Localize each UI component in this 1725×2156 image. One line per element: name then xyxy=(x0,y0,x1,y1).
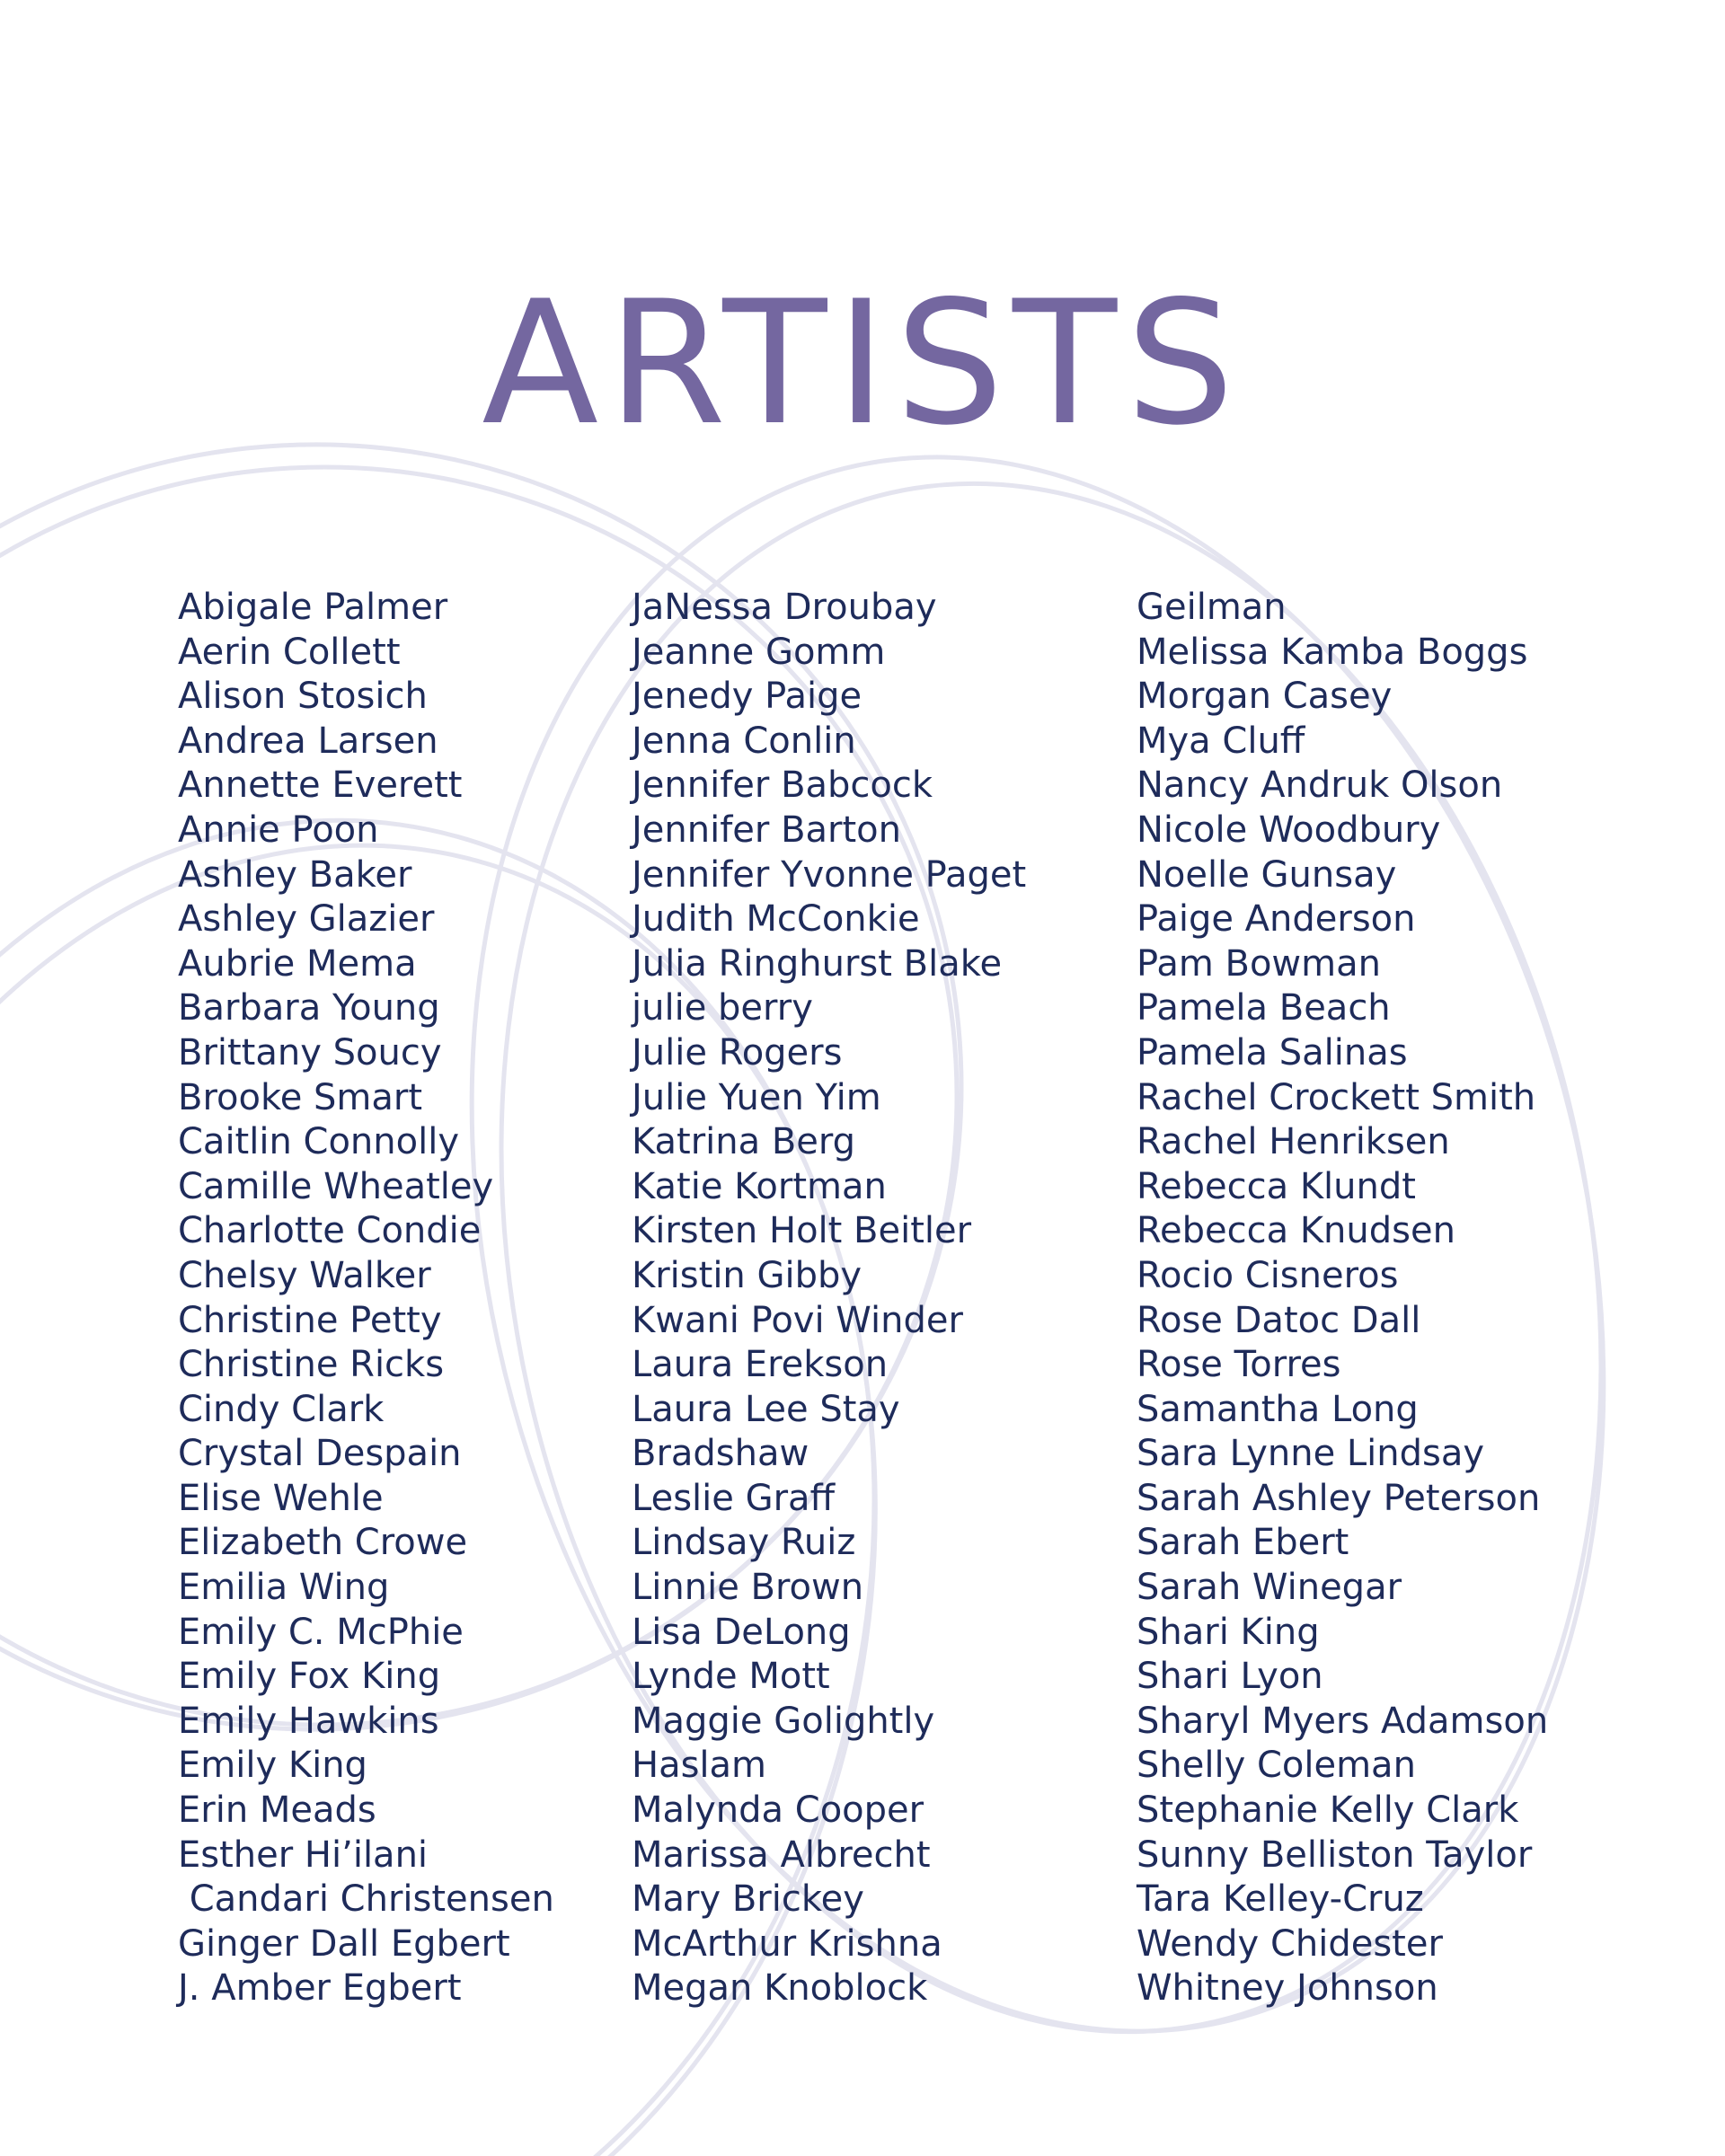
artist-name: Pamela Salinas xyxy=(1137,1031,1408,1074)
artist-name: Nicole Woodbury xyxy=(1137,808,1441,851)
artist-name: Laura Erekson xyxy=(632,1344,889,1386)
artist-name: Ashley Baker xyxy=(178,853,412,896)
artist-name: Sarah Winegar xyxy=(1137,1567,1402,1609)
artist-name: Sarah Ashley Peterson xyxy=(1137,1477,1541,1519)
artist-name: Jennifer Barton xyxy=(632,808,901,851)
artist-name: Rebecca Klundt xyxy=(1137,1165,1416,1207)
artist-name: Candari Christensen xyxy=(178,1878,554,1921)
artist-name: Aerin Collett xyxy=(178,631,401,673)
artist-name: Emilia Wing xyxy=(178,1567,390,1609)
artist-column-2 xyxy=(632,586,1026,2011)
artist-name: Pamela Beach xyxy=(1137,987,1391,1029)
artist-name: Laura Lee Stay xyxy=(632,1388,900,1430)
artist-name: Brooke Smart xyxy=(178,1076,423,1118)
artist-name: Erin Meads xyxy=(178,1789,376,1832)
artist-name: Ginger Dall Egbert xyxy=(178,1922,510,1965)
artist-column-3 xyxy=(1137,586,1548,2011)
artist-name: J. Amber Egbert xyxy=(178,1967,462,2010)
artist-name: Stephanie Kelly Clark xyxy=(1137,1789,1519,1832)
artist-name: Julie Rogers xyxy=(632,1031,843,1074)
artist-name: Noelle Gunsay xyxy=(1137,853,1397,896)
artist-name: Rachel Crockett Smith xyxy=(1137,1076,1536,1118)
artist-name: Jenna Conlin xyxy=(632,720,856,762)
artist-name: Malynda Cooper xyxy=(632,1789,924,1832)
artist-name: Shari Lyon xyxy=(1137,1656,1323,1698)
artist-name: Whitney Johnson xyxy=(1137,1967,1438,2010)
artist-name: Shelly Coleman xyxy=(1137,1745,1416,1787)
artist-name: Abigale Palmer xyxy=(178,587,448,628)
artist-name: Caitlin Connolly xyxy=(178,1121,460,1163)
artist-name: Haslam xyxy=(632,1745,767,1787)
artist-name: Barbara Young xyxy=(178,987,440,1029)
artist-name: Katie Kortman xyxy=(632,1165,887,1207)
artist-name: Judith McConkie xyxy=(632,898,920,941)
artist-name: Sharyl Myers Adamson xyxy=(1137,1700,1549,1742)
artist-name: Shari King xyxy=(1137,1611,1320,1653)
artist-name: Morgan Casey xyxy=(1137,676,1393,718)
artist-name: Samantha Long xyxy=(1137,1388,1419,1430)
artist-name: Rocio Cisneros xyxy=(1137,1254,1399,1296)
artist-name: Elise Wehle xyxy=(178,1477,384,1519)
artist-name: Leslie Graff xyxy=(632,1477,836,1519)
artist-name: Lindsay Ruiz xyxy=(632,1522,856,1564)
artist-name: Rachel Henriksen xyxy=(1137,1121,1450,1163)
artist-name: Katrina Berg xyxy=(632,1121,856,1163)
artist-name: Charlotte Condie xyxy=(178,1210,482,1252)
artist-name: Alison Stosich xyxy=(178,676,428,718)
artist-name: Ashley Glazier xyxy=(178,898,435,941)
artist-name: Rebecca Knudsen xyxy=(1137,1210,1455,1252)
artist-name: McArthur Krishna xyxy=(632,1922,942,1965)
artist-name: Aubrie Mema xyxy=(178,942,417,985)
artist-name: Annette Everett xyxy=(178,764,463,807)
artist-name: Sara Lynne Lindsay xyxy=(1137,1433,1485,1475)
artist-name: Jennifer Yvonne Paget xyxy=(632,853,1027,896)
artist-name: Jennifer Babcock xyxy=(632,764,933,807)
artist-name: Christine Ricks xyxy=(178,1344,445,1386)
artist-name: Nancy Andruk Olson xyxy=(1137,764,1503,807)
artist-name: Tara Kelley-Cruz xyxy=(1137,1878,1424,1921)
artist-name: Crystal Despain xyxy=(178,1433,462,1475)
artist-name: Kristin Gibby xyxy=(632,1254,862,1296)
artist-name: Melissa Kamba Boggs xyxy=(1137,631,1528,673)
artist-name: Rose Datoc Dall xyxy=(1137,1299,1421,1341)
artist-name: Wendy Chidester xyxy=(1137,1922,1443,1965)
artist-name: Lisa DeLong xyxy=(632,1611,851,1653)
artist-name: Megan Knoblock xyxy=(632,1967,928,2010)
artist-name: Rose Torres xyxy=(1137,1344,1341,1386)
artist-name: Chelsy Walker xyxy=(178,1254,431,1296)
artist-name: Sunny Belliston Taylor xyxy=(1137,1833,1533,1876)
artist-name: Kwani Povi Winder xyxy=(632,1299,963,1341)
artist-name: Mya Cluff xyxy=(1137,720,1305,762)
artist-name: Jenedy Paige xyxy=(632,676,862,718)
artist-name: Andrea Larsen xyxy=(178,720,438,762)
artist-name: Julie Yuen Yim xyxy=(632,1076,881,1118)
artist-name: Christine Petty xyxy=(178,1299,442,1341)
artist-name: Annie Poon xyxy=(178,808,379,851)
artist-name: Kirsten Holt Beitler xyxy=(632,1210,972,1252)
artist-name: Elizabeth Crowe xyxy=(178,1522,468,1564)
artist-name: Brittany Soucy xyxy=(178,1031,442,1074)
artist-name: Marissa Albrecht xyxy=(632,1833,931,1876)
artist-name: Emily C. McPhie xyxy=(178,1611,464,1653)
artist-name: Sarah Ebert xyxy=(1137,1522,1349,1564)
artist-name: Emily Fox King xyxy=(178,1656,441,1698)
artist-name: Julia Ringhurst Blake xyxy=(632,942,1003,985)
artist-name: Camille Wheatley xyxy=(178,1165,494,1207)
artist-name: Linnie Brown xyxy=(632,1567,864,1609)
artist-name: Emily King xyxy=(178,1745,367,1787)
artist-name: Geilman xyxy=(1137,587,1287,628)
artist-column-1 xyxy=(178,586,554,2011)
page-title: ARTISTS xyxy=(482,264,1243,463)
artist-name: Mary Brickey xyxy=(632,1878,864,1921)
artist-name: Cindy Clark xyxy=(178,1388,385,1430)
artist-name: Jeanne Gomm xyxy=(632,631,886,673)
artist-name: Paige Anderson xyxy=(1137,898,1416,941)
artist-name: Emily Hawkins xyxy=(178,1700,439,1742)
artist-name: Maggie Golightly xyxy=(632,1700,935,1742)
artist-name: julie berry xyxy=(632,987,813,1029)
artist-name: Pam Bowman xyxy=(1137,942,1381,985)
artist-name: JaNessa Droubay xyxy=(632,587,937,628)
artist-name: Bradshaw xyxy=(632,1433,809,1475)
artist-name: Lynde Mott xyxy=(632,1656,830,1698)
artist-name: Esther Hi’ilani xyxy=(178,1833,429,1876)
